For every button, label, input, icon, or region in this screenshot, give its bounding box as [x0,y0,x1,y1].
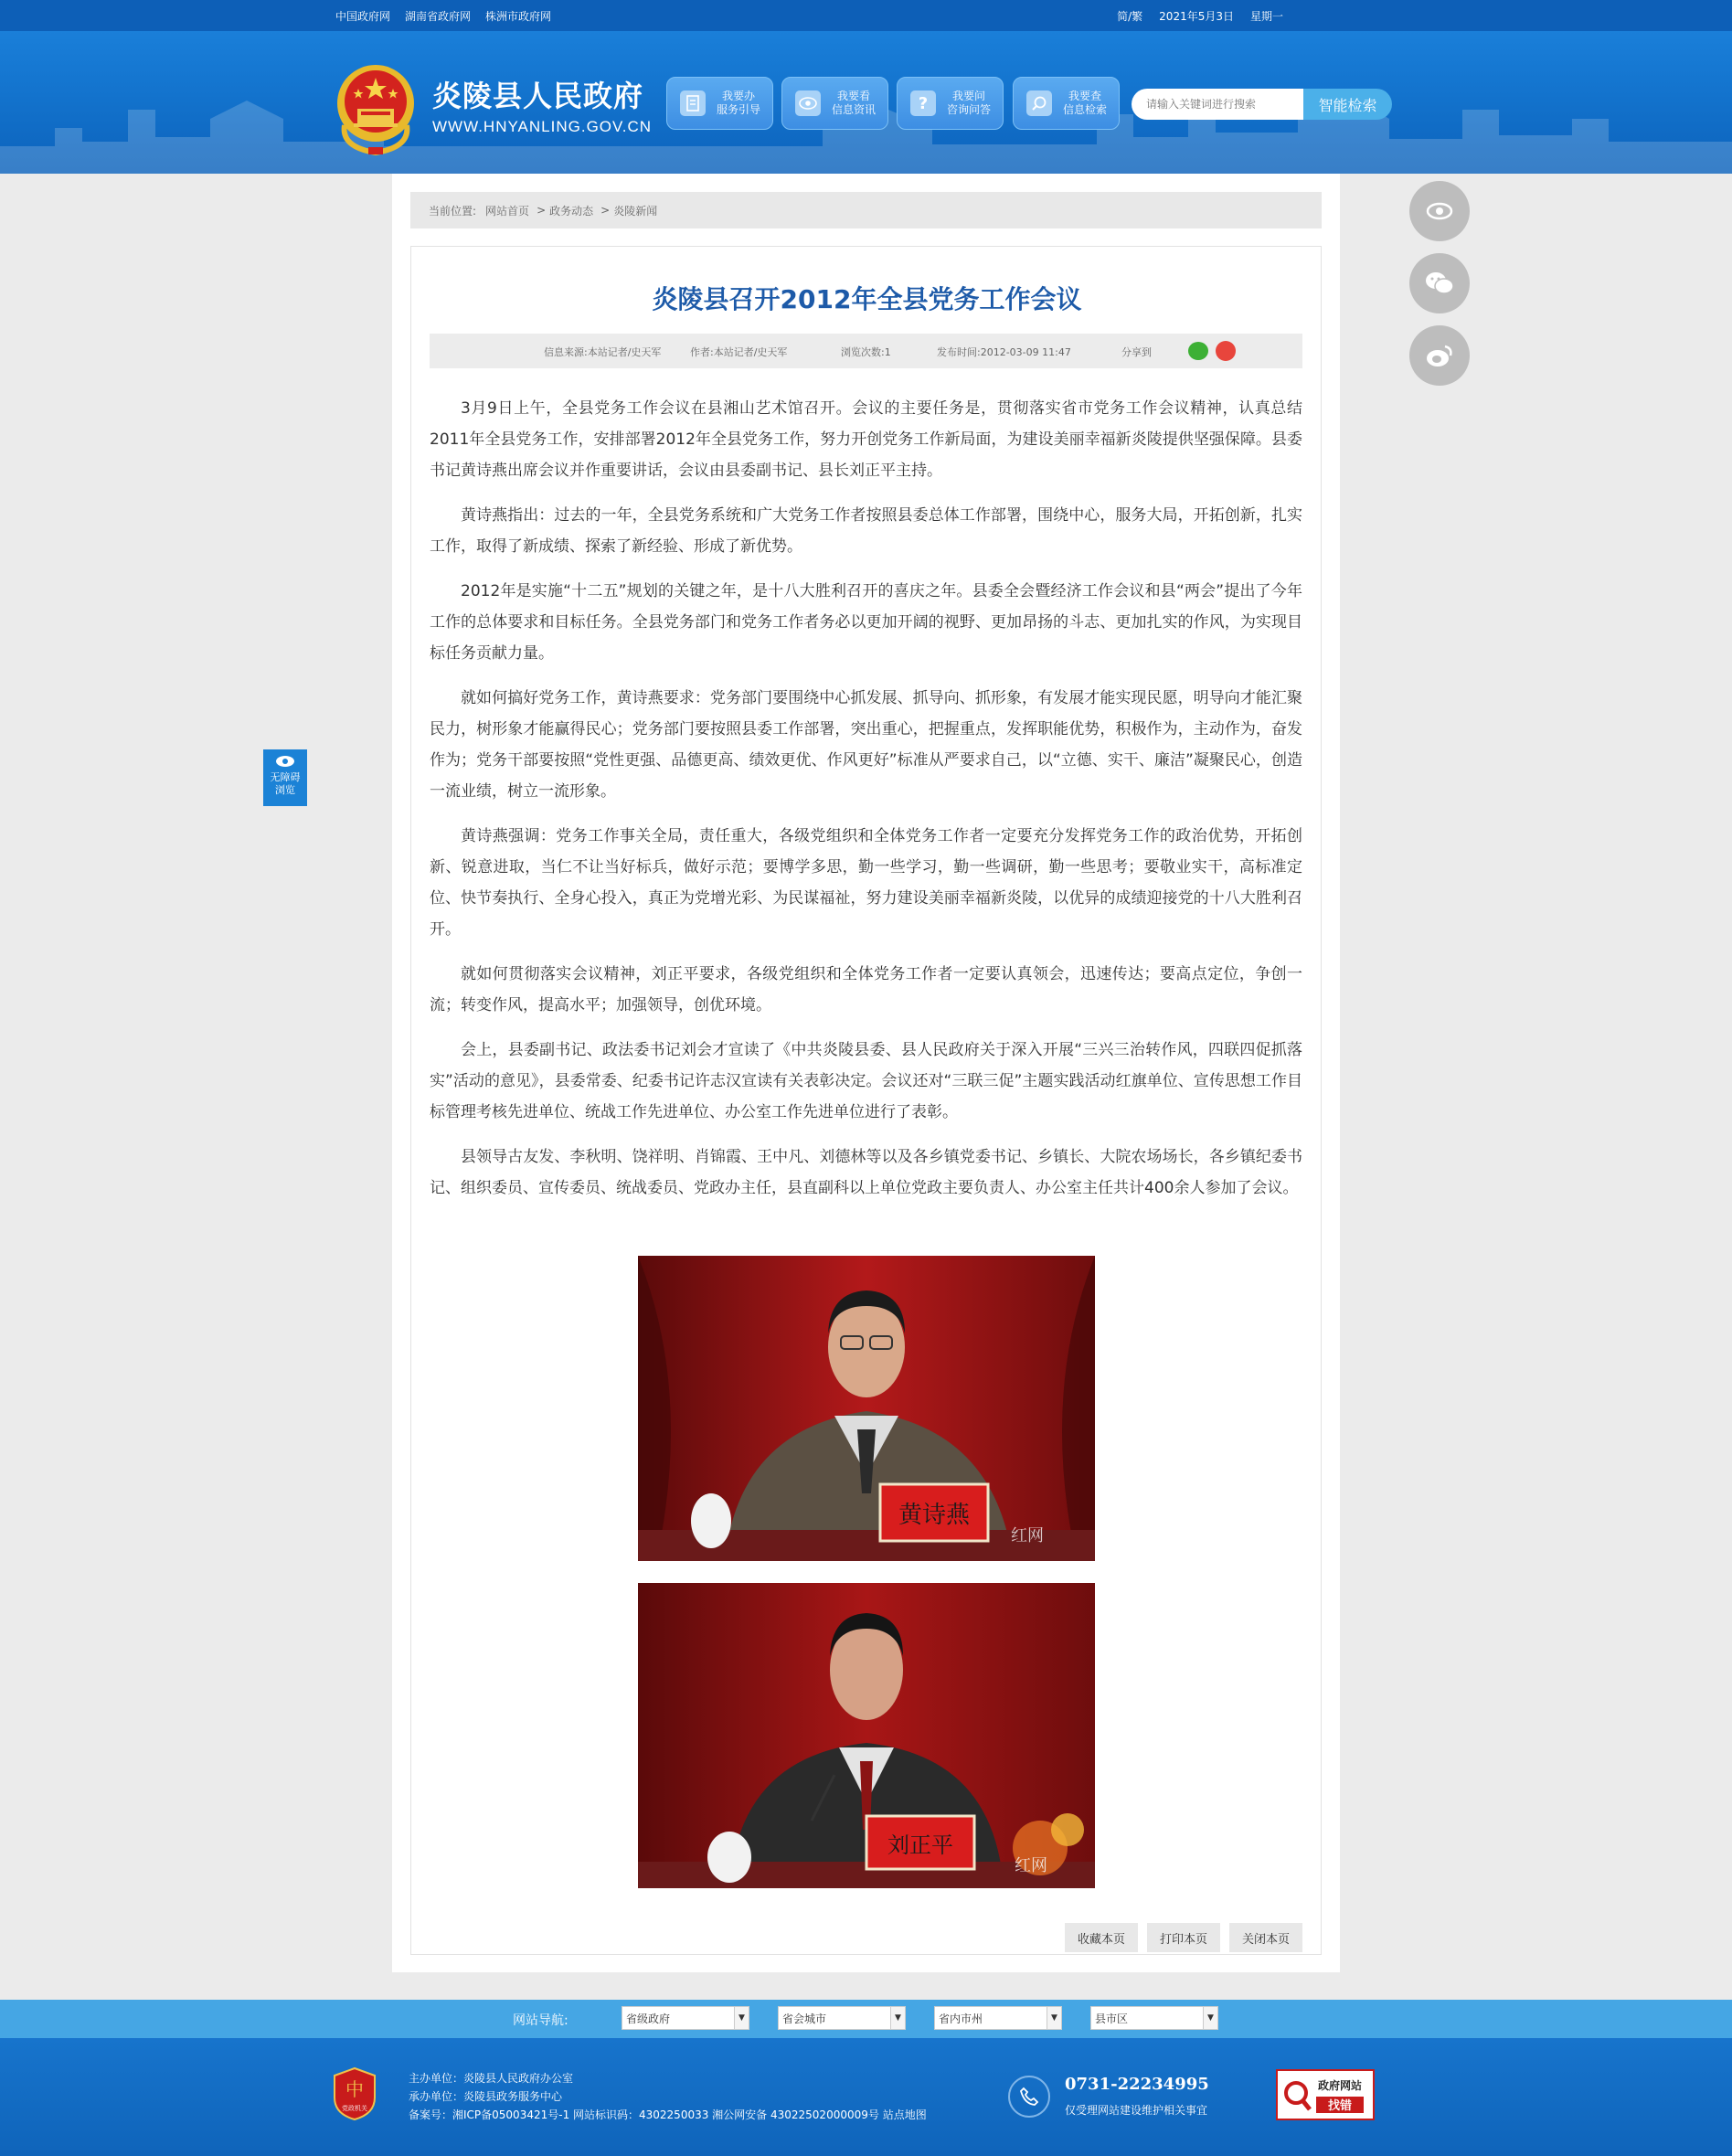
chevron-down-icon: ▼ [734,2007,749,2029]
chevron-down-icon: ▼ [1203,2007,1217,2029]
report-error-button[interactable] [1276,2069,1375,2120]
paragraph: 就如何搞好党务工作，黄诗燕要求：党务部门要围绕中心抓发展、抓导向、抓形象，有发展才能实现民愿，明导向才能汇聚民力，树形象才能赢得民心；党务部门要按照县委工作部署，突出重心，把握重点，发挥职能优势，积极作为，主动作为，奋发作为；党务干部要按照“党性更强、品德更高、绩效更优、作风更好”标准从严要求自己，以“立德、实干、廉洁”凝聚民心，创造一流业绩，树立一流形象。 [430,689,1302,801]
quick-ask-button[interactable] [897,77,1004,130]
article-title: 炎陵县召开2012年全县党务工作会议 [652,284,1082,314]
accessibility-label-2: 浏览 [275,784,295,796]
paragraph: 会上，县委副书记、政法委书记刘会才宣读了《中共炎陵县委、县人民政府关于深入开展“三兴三治转作风，四联四促抓落实”活动的意见》，县委常委、纪委书记许志汉宣读有关表彰决定。会议还对“三联三促”主题实践活动红旗单位、宣传思想工作目标管理考核先进单位、统战工作先进单位、办公室工作先进单位进行了表彰。 [430,1041,1302,1121]
paragraph: 黄诗燕强调：党务工作事关全局，责任重大，各级党组织和全体党务工作者一定要充分发挥党务工作的政治优势，开拓创新、锐意进取，当仁不让当好标兵，做好示范；要博学多思，勤一些学习，勤一些调研，勤一些思考；要敬业实干，高标准定位、快节奏执行、全身心投入，真正为党增光彩、为民谋福祉，努力建设美丽幸福新炎陵，以优异的成绩迎接党的十八大胜利召开。 [430,827,1302,939]
nameplate-1: 黄诗燕 [898,1502,971,1529]
footer [0,2038,1732,2156]
paragraph: 黄诗燕指出：过去的一年，全县党务系统和广大党务工作者按照县委总体工作部署，围绕中心，服务大局，开拓创新，扎实工作，取得了新成绩、探索了新经验、形成了新优势。 [430,506,1302,556]
select-province-cities[interactable]: 省内市州 ▼ [934,2006,1062,2030]
phone-icon [1008,2076,1050,2118]
quick-search-label: 我要查 信息检索 [1063,90,1108,116]
float-weibo-button[interactable] [1409,325,1470,386]
select-capital-cities[interactable]: 省会城市 ▼ [778,2006,906,2030]
svg-text:中: 中 [345,2078,364,2100]
top-links [335,0,551,31]
footer-nav [0,2000,1732,2038]
site-header [0,31,1732,174]
paragraph: 县领导古友发、李秋明、饶祥明、肖锦霞、王中凡、刘德林等以及各乡镇党委书记、乡镇长、大院农场场长，各乡镇纪委书记、组织委员、宣传委员、统战委员、党政办主任，县直副科以上单位党政主要负责人、办公室主任共计400余人参加了会议。 [430,1148,1302,1197]
photo-watermark: 红网 [1015,1856,1047,1875]
search-icon [1026,90,1052,116]
site-title[interactable]: 炎陵县人民政府 [432,79,644,113]
footer-sponsor: 主办单位：炎陵县人民政府办公室 [409,2072,574,2085]
accessibility-button[interactable] [263,749,307,806]
top-right [1117,0,1283,31]
paragraph: 2012年是实施“十二五”规划的关键之年，是十八大胜利召开的喜庆之年。县委全会暨经济工作会议和县“两会”提出了今年工作的总体要求和目标任务。全县党务部门和党务工作者务必以更加开阔的视野、更加昂扬的斗志、更加扎实的作风，为实现目标任务贡献力量。 [430,582,1302,663]
article-meta [430,334,1302,368]
footer-phone: 0731-22234995 [1065,2075,1209,2094]
share-weibo-icon[interactable] [1216,341,1236,361]
breadcrumb-home[interactable]: 网站首页 [485,204,530,218]
lang-switch[interactable]: 简/繁 [1117,9,1143,23]
quick-ask-label: 我要问 咨询问答 [947,90,992,116]
breadcrumb-sep: > [600,204,611,217]
link-zhuzhou-gov[interactable]: 株洲市政府网 [485,9,552,23]
close-page-button[interactable]: 关闭本页 [1229,1923,1302,1952]
bookmark-button[interactable]: 收藏本页 [1065,1923,1138,1952]
chevron-down-icon: ▼ [890,2007,905,2029]
article-photo-2 [638,1583,1095,1888]
quick-info-label: 我要看 信息资讯 [832,90,877,116]
eye-icon [795,90,821,116]
meta-share-label: 分享到 [1121,346,1152,358]
article-actions [1065,1923,1302,1952]
search-input[interactable] [1132,89,1303,120]
link-china-gov[interactable]: 中国政府网 [335,9,391,23]
select-provincial-gov[interactable]: 省级政府 ▼ [622,2006,749,2030]
quick-info-button[interactable] [781,77,888,130]
article-photo-1 [638,1256,1095,1561]
nameplate-2: 刘正平 [887,1832,953,1858]
svg-text:政府网站: 政府网站 [1317,2079,1363,2092]
meta-author: 作者:本站记者/史天军 [690,346,788,358]
breadcrumb-local[interactable]: 炎陵新闻 [613,204,658,218]
svg-text:党政机关: 党政机关 [342,2105,367,2112]
search-button[interactable]: 智能检索 [1303,89,1392,120]
meta-time: 发布时间:2012-03-09 11:47 [937,346,1071,358]
share-wechat-icon[interactable] [1188,342,1208,360]
select-counties[interactable]: 县市区 ▼ [1090,2006,1218,2030]
national-emblem-icon [335,61,416,156]
quick-search-button[interactable] [1013,77,1120,130]
print-button[interactable]: 打印本页 [1147,1923,1220,1952]
article-body [430,393,1302,1217]
quick-service-label: 我要办 服务引导 [717,90,761,116]
paragraph: 就如何贯彻落实会议精神，刘正平要求，各级党组织和全体党务工作者一定要认真领会，迅速传达；要高点定位，争创一流；转变作风，提高水平；加强领导，创优环境。 [430,965,1302,1014]
footer-undertaker: 承办单位：炎陵县政务服务中心 [409,2090,563,2103]
chevron-down-icon: ▼ [1047,2007,1061,2029]
accessibility-label-1: 无障碍 [270,771,301,783]
footer-nav-label: 网站导航: [513,2013,568,2028]
site-url: WWW.HNYANLING.GOV.CN [432,118,653,135]
float-wechat-button[interactable] [1409,253,1470,313]
document-icon [680,90,706,116]
photo-watermark: 红网 [1011,1526,1044,1545]
footer-info [409,2069,927,2124]
date: 2021年5月3日 [1159,9,1234,23]
weekday: 星期一 [1249,9,1283,23]
breadcrumb-prefix: 当前位置: [429,204,477,218]
footer-phone-note: 仅受理网站建设维护相关事宜 [1065,2104,1208,2117]
eye-icon [1426,202,1453,220]
breadcrumb [410,192,1322,228]
wechat-icon [1425,271,1454,296]
article [410,246,1322,1955]
footer-record[interactable]: 备案号：湘ICP备05003421号-1 网站标识码：4302250033 湘公网安备 43022502000009号 站点地图 [409,2108,927,2121]
main-content [392,174,1340,1972]
weibo-icon [1425,343,1454,368]
question-icon: ? [910,90,936,116]
meta-views: 浏览次数:1 [841,346,891,358]
float-eye-button[interactable] [1409,181,1470,241]
link-hunan-gov[interactable]: 湖南省政府网 [405,9,472,23]
paragraph: 3月9日上午，全县党务工作会议在县湘山艺术馆召开。会议的主要任务是，贯彻落实省市党务工作会议精神，认真总结2011年全县党务工作，安排部署2012年全县党务工作，努力开创党务工作新局面，为建设美丽幸福新炎陵提供坚强保障。县委书记黄诗燕出席会议并作重要讲话，会议由县委副书记、县长刘正平主持。 [430,399,1302,480]
breadcrumb-sep: > [537,204,547,217]
svg-text:找错: 找错 [1327,2099,1353,2113]
quick-service-button[interactable] [666,77,773,130]
meta-source: 信息来源:本站记者/史天军 [544,346,662,358]
eye-icon [275,755,295,768]
party-gov-badge-icon[interactable] [332,2066,377,2121]
top-bar [0,0,1732,31]
breadcrumb-news[interactable]: 政务动态 [549,204,594,218]
